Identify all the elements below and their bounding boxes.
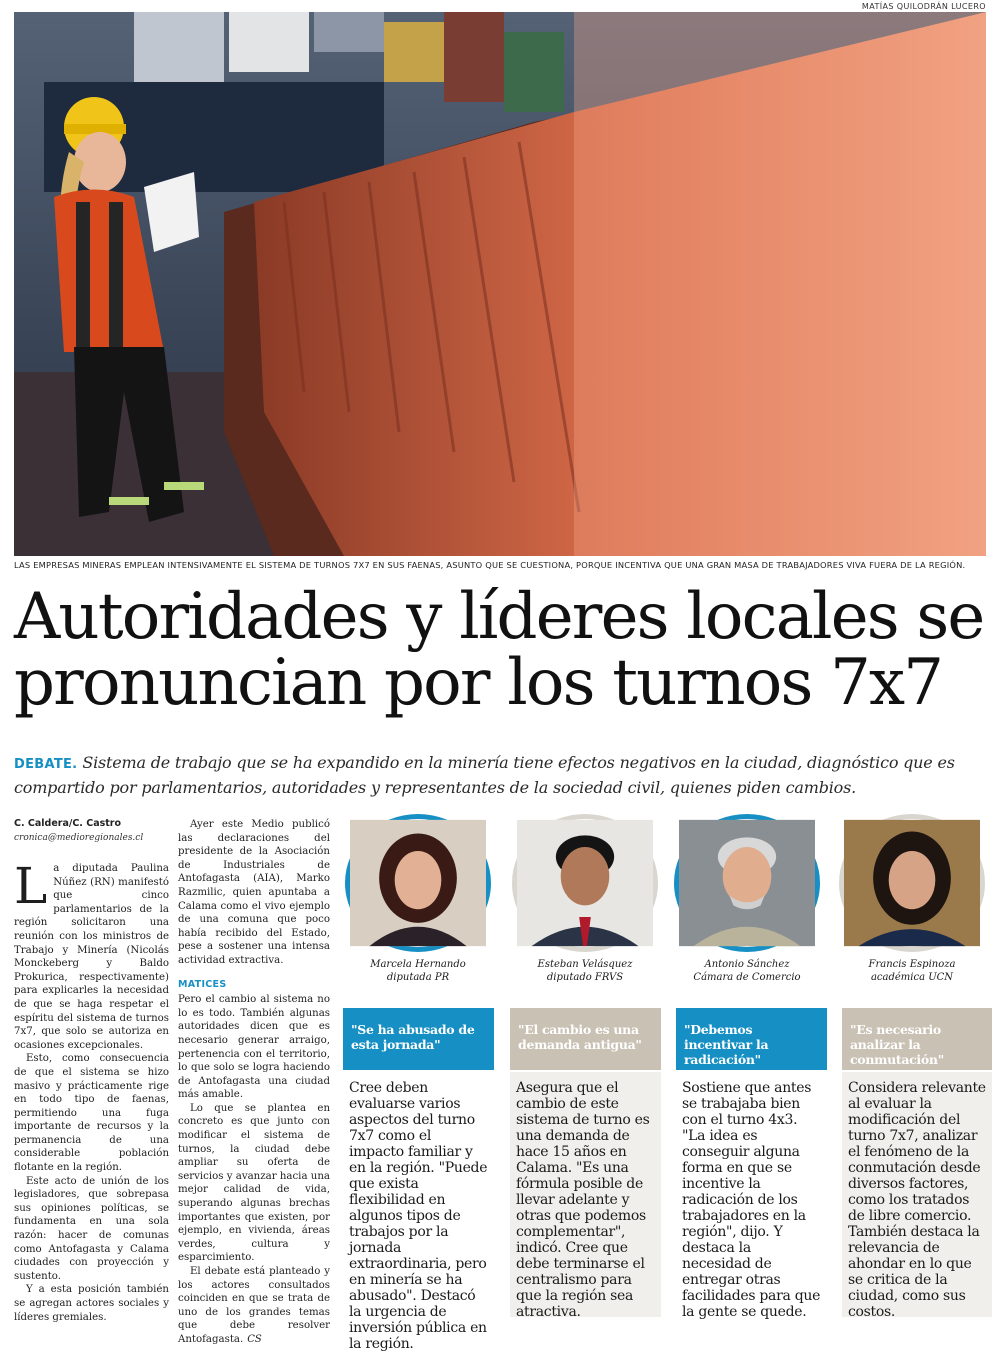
mining-worker-copper-image: [14, 12, 986, 556]
man-portrait-icon: [517, 819, 653, 947]
deck: [14, 751, 986, 799]
body-paragraph: La diputada Paulina Núñez (RN) manifestó que cinco parlamentarios de la región solicitaron una reunión con los ministros de Trabajo y Minería (Nicolás Monckeberg y Baldo Prokurica, respectivamente) para explicarles la necesidad de que se haga respetar el espíritu del sistema de turnos 7x7, que solo se autoriza en ocasiones excepcionales.: [14, 857, 169, 1051]
body-column-1: [14, 857, 169, 1324]
person-role: diputado FRVS: [546, 972, 624, 983]
woman-portrait-icon: [350, 819, 486, 947]
deck-kicker: DEBATE.: [14, 757, 78, 772]
quote-box: "Se ha abusado de esta jornada": [343, 1008, 494, 1070]
body-paragraph: Ayer este Medio publicó las declaraciones del presidente de la Asociación de Industriales de Antofagasta (AIA), Marko Razmilic, quien apuntaba a Calama como el vivo ejemplo de una comuna que poco había recibido del Estado, pese a sostener una intensa actividad extractiva.: [178, 819, 330, 966]
woman-portrait-icon: [844, 819, 980, 947]
person-name: Francis Espinoza: [868, 959, 956, 970]
person-card: [832, 814, 992, 984]
person-card: [505, 814, 665, 984]
person-card: [338, 814, 498, 984]
statement-text: Cree deben evaluarse varios aspectos del turno 7x7 como el impacto familiar y en la región. "Puede que exista flexibilidad en algunos tipos de trabajos por la jornada extraordinaria, pero en minería se ha abusado". Destacó la urgencia de inversión pública en la región.: [343, 1072, 494, 1317]
headline-line-2: pronuncian por los turnos 7x7: [14, 646, 943, 720]
drop-cap: L: [14, 857, 48, 915]
body-paragraph: Esto, como consecuencia de que el sistema se hizo masivo y prácticamente rige en todo tipo de faenas, permitiendo una fuga importante de recursos y la permanencia de una considerable población flotante en la región.: [14, 1053, 169, 1174]
body-paragraph: Este acto de unión de los legisladores, que sobrepasa sus opiniones políticas, se fundamenta en una sola razón: hacer de comunas como Antofagasta y Calama ciudades con proyección y sustento.: [14, 1175, 169, 1282]
headline-line-1: Autoridades y líderes locales se: [14, 580, 984, 654]
body-paragraph: El debate está planteado y los actores consultados coinciden en que se trata de uno de los grandes temas que debe resolver Antofagasta. CS: [178, 1266, 330, 1345]
photo-credit: MATÍAS QUILODRÁN LUCERO: [861, 2, 986, 11]
portrait: [345, 814, 491, 952]
man-portrait-icon: [679, 819, 815, 947]
body-paragraph: Lo que se plantea en concreto es que junto con modificar el sistema de turnos, la ciudad debe ampliar su oferta de servicios y avanzar hacia una mejor calidad de vida, superando algunas brechas importantes que existen, por ejemplo, en vivienda, áreas verdes, cultura y esparcimiento.: [178, 1102, 330, 1264]
photo-caption: LAS EMPRESAS MINERAS EMPLEAN INTENSIVAMENTE EL SISTEMA DE TURNOS 7X7 EN SUS FAENAS, ASUNTO QUE SE CUESTIONA, PORQUE INCENTIVA QUE UNA GRAN MASA DE TRABAJADORES VIVA FUERA DE LA REGIÓN.: [14, 560, 966, 570]
deck-text: Sistema de trabajo que se ha expandido en la minería tiene efectos negativos en la ciudad, diagnóstico que es compartido por parlamentarios, autoridades y representantes de la sociedad civil, quienes piden cambios.: [14, 753, 955, 797]
statement-text: Asegura que el cambio de este sistema de turno es una demanda de hace 15 años en Calama. "Es una fórmula posible de llevar adelante y otras que podemos complementar", indicó. Cree que debe terminarse el centralismo para que la región sea atractiva.: [510, 1072, 661, 1317]
statement-text: Considera relevante al evaluar la modificación del turno 7x7, analizar el fenómeno de la conmutación desde diversos factores, como los tratados de libre comercio. También destaca la relevancia de ahondar en lo que se critica de la ciudad, como sus costos.: [842, 1072, 992, 1317]
person-name: Esteban Velásquez: [537, 959, 633, 970]
person-role: diputada PR: [386, 972, 450, 983]
person-name: Antonio Sánchez: [704, 959, 790, 970]
person-role: Cámara de Comercio: [693, 972, 801, 983]
person-card: [667, 814, 827, 984]
statement-text: Sostiene que antes se trabajaba bien con el turno 4x3. "La idea es conseguir alguna forma en que se incentive la radicación de los trabajadores en la región", dijo. Y destaca la necesidad de entregar otras facilidades para que la gente se quede.: [676, 1072, 827, 1317]
byline-email: cronica@medioregionales.cl: [14, 833, 144, 843]
body-paragraph: Y a esta posición también se agregan actores sociales y líderes gremiales.: [14, 1284, 169, 1323]
body-paragraph: Pero el cambio al sistema no lo es todo. También algunas autoridades dicen que es necesario generar arraigo, pertenencia con el territorio, lo que solo se logra haciendo de Antofagasta una ciudad más amable.: [178, 994, 330, 1101]
portrait: [839, 814, 985, 952]
person-name: Marcela Hernando: [370, 959, 466, 970]
quote-box: "El cambio es una demanda antigua": [510, 1008, 661, 1070]
byline-authors: C. Caldera/C. Castro: [14, 818, 122, 829]
person-role: académica UCN: [870, 972, 954, 983]
headline: [14, 580, 986, 720]
main-photo: [14, 12, 986, 556]
quote-box: "Es necesario analizar la conmutación": [842, 1008, 992, 1070]
subhead: MATICES: [178, 978, 227, 990]
end-mark: CS: [247, 1333, 262, 1345]
portrait: [674, 814, 820, 952]
portrait: [512, 814, 658, 952]
quote-box: "Debemos incentivar la radicación": [676, 1008, 827, 1070]
body-column-2: [178, 818, 330, 1347]
